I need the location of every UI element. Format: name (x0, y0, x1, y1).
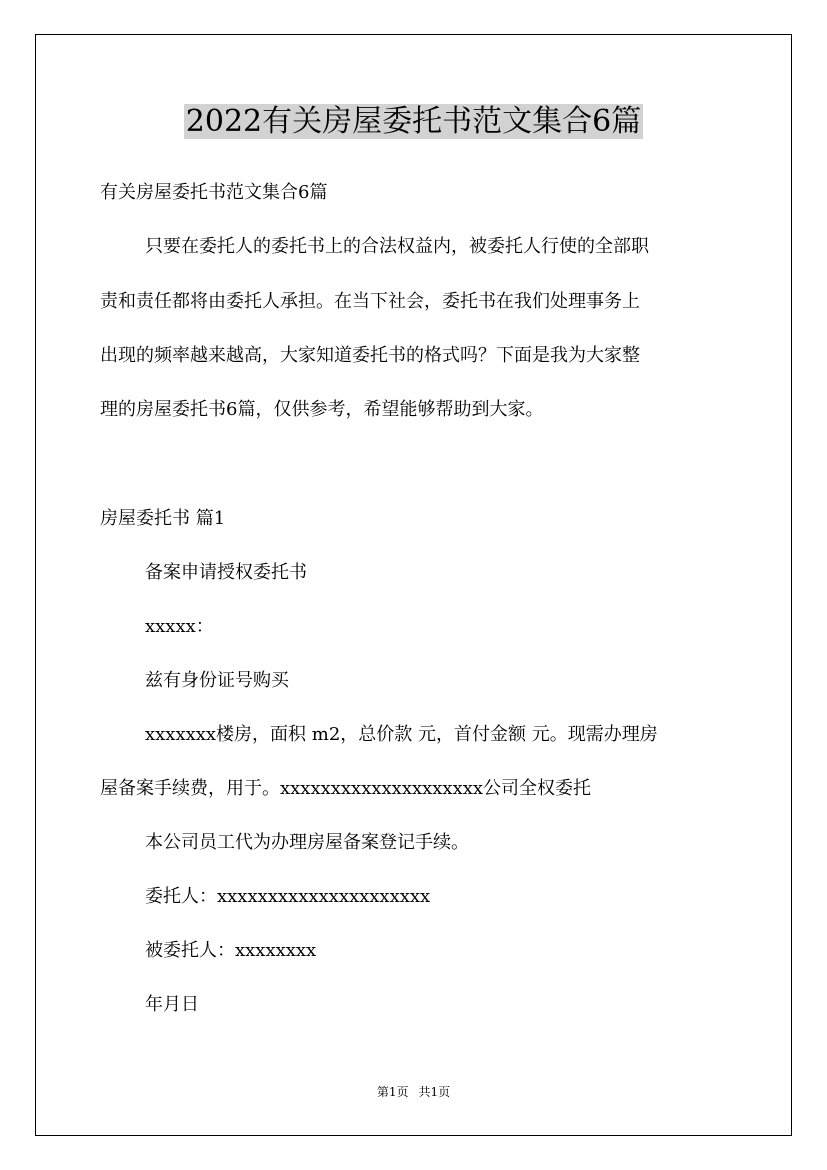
intro-line: 只要在委托人的委托书上的合法权益内，被委托人行使的全部职 (145, 236, 649, 257)
body-line: 委托人：xxxxxxxxxxxxxxxxxxxxx (145, 886, 431, 907)
document-title (0, 100, 827, 144)
document-subtitle: 有关房屋委托书范文集合6篇 (100, 182, 328, 203)
document-title-text: 2022有关房屋委托书范文集合6篇 (185, 104, 642, 139)
body-line: 年月日 (145, 994, 199, 1015)
body-line: 备案申请授权委托书 (145, 562, 307, 583)
body-line: xxxxxxx楼房，面积 m2，总价款 元，首付金额 元。现需办理房 (145, 724, 658, 745)
body-line: 本公司员工代为办理房屋备案登记手续。 (145, 832, 469, 853)
page-footer (0, 1084, 827, 1100)
body-line: 被委托人：xxxxxxxx (145, 940, 317, 961)
intro-line: 出现的频率越来越高，大家知道委托书的格式吗？下面是我为大家整 (100, 345, 640, 366)
intro-line: 责和责任都将由委托人承担。在当下社会，委托书在我们处理事务上 (100, 291, 640, 312)
section-heading: 房屋委托书 篇1 (100, 508, 226, 529)
body-line: xxxxx： (145, 616, 214, 637)
body-line: 兹有身份证号购买 (145, 670, 289, 691)
page-total: 共1页 (418, 1085, 451, 1099)
intro-line: 理的房屋委托书6篇，仅供参考，希望能够帮助到大家。 (100, 399, 544, 420)
page-number: 第1页 (376, 1085, 409, 1099)
body-line: 屋备案手续费，用于。xxxxxxxxxxxxxxxxxxxx公司全权委托 (100, 778, 592, 799)
